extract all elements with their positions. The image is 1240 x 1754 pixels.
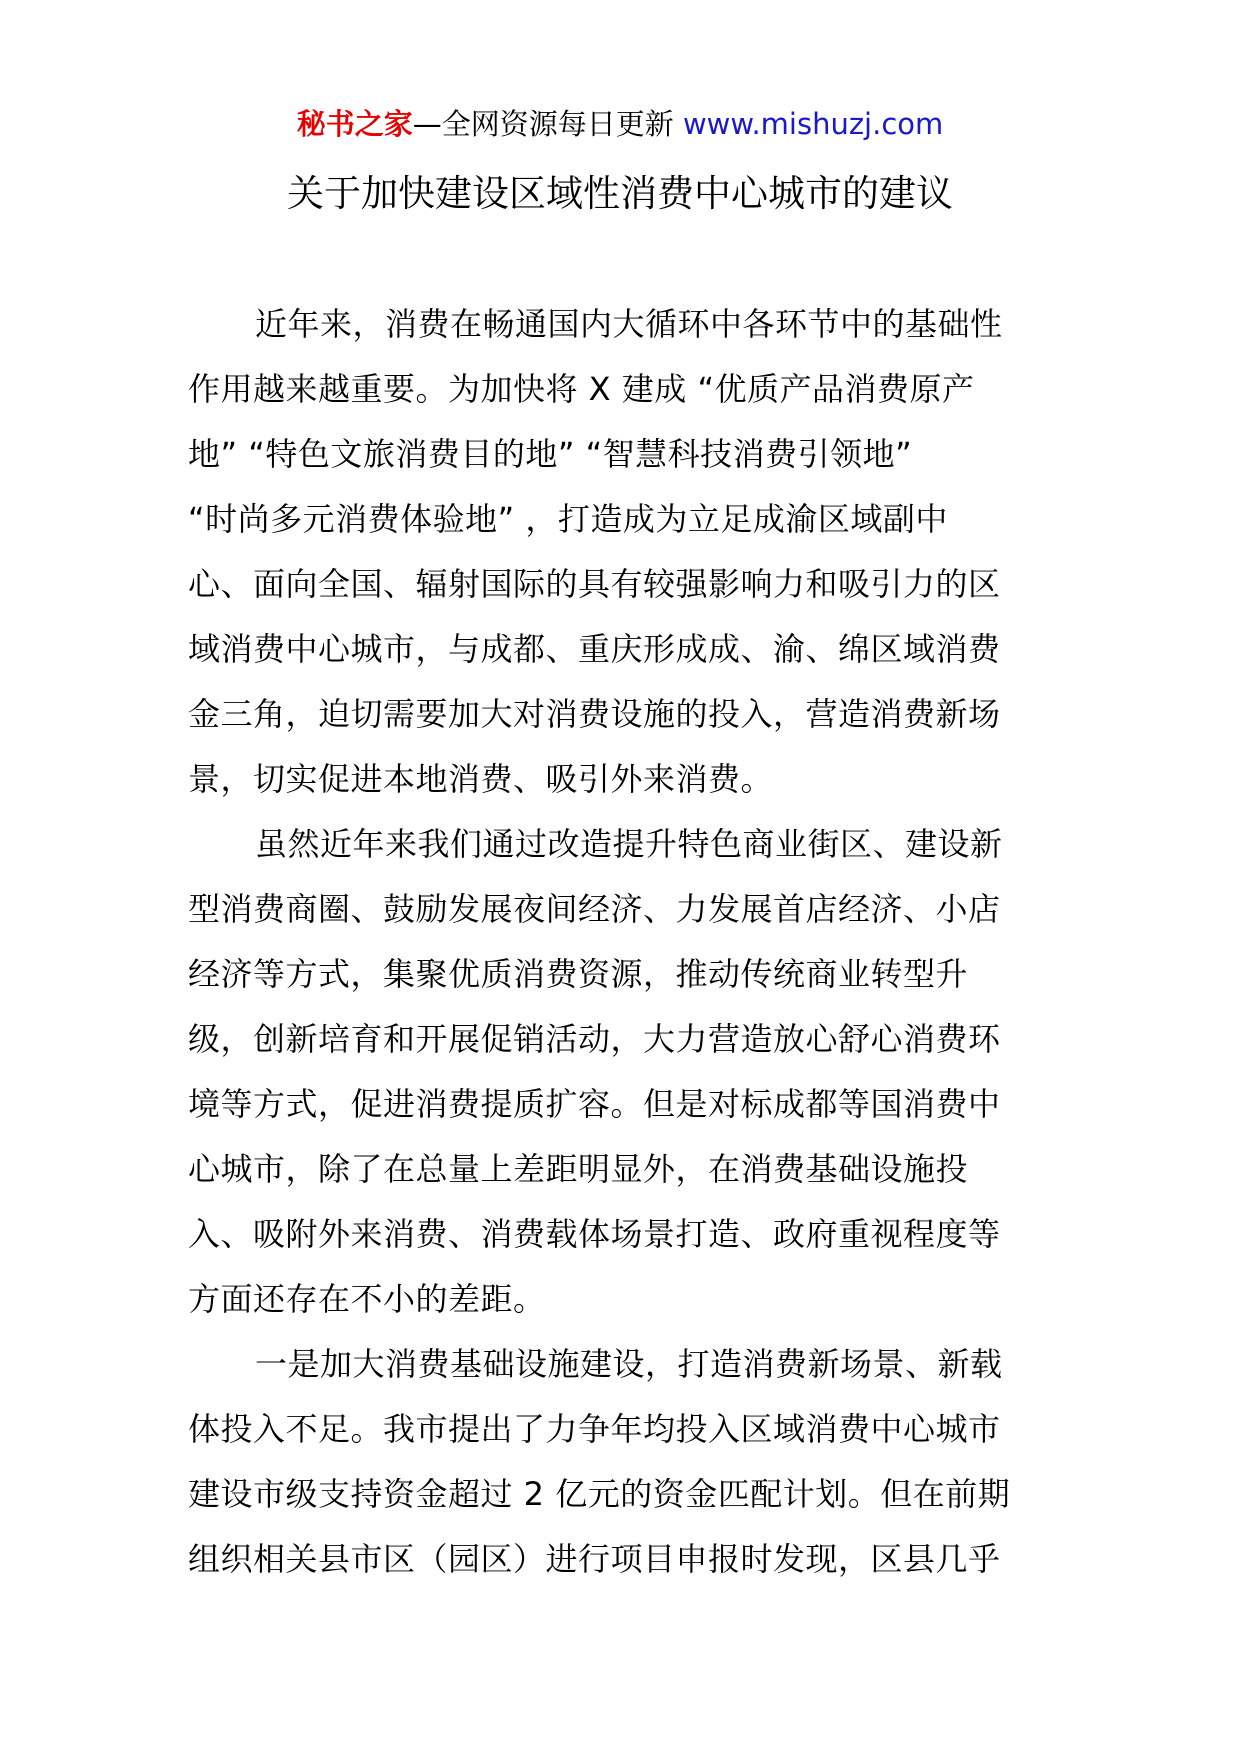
body-line: 景，切实促进本地消费、吸引外来消费。 xyxy=(188,760,774,798)
body-line: 型消费商圈、鼓励发展夜间经济、力发展首店经济、小店 xyxy=(188,890,1001,928)
body-line: “时尚多元消费体验地” ，打造成为立足成渝区域副中 xyxy=(188,500,948,538)
document-body xyxy=(188,292,1064,1592)
body-line: 心城市，除了在总量上差距明显外，在消费基础设施投 xyxy=(188,1150,969,1188)
document-title: 关于加快建设区域性消费中心城市的建议 xyxy=(287,172,953,215)
brand-name: 秘书之家 xyxy=(296,107,413,141)
header-tagline: —全网资源每日更新 xyxy=(412,107,674,141)
body-line: 境等方式，促进消费提质扩容。但是对标成都等国消费中 xyxy=(188,1085,1001,1123)
site-header xyxy=(0,102,1240,146)
body-line: 入、吸附外来消费、消费载体场景打造、政府重视程度等 xyxy=(188,1215,1001,1253)
body-line: 组织相关县市区（园区）进行项目申报时发现，区县几乎 xyxy=(188,1540,1001,1578)
body-line: 近年来，消费在畅通国内大循环中各环节中的基础性 xyxy=(255,305,1003,343)
body-line: 地” “特色文旅消费目的地” “智慧科技消费引领地” xyxy=(188,435,913,473)
body-line: 虽然近年来我们通过改造提升特色商业街区、建设新 xyxy=(255,825,1003,863)
body-line: 心、面向全国、辐射国际的具有较强影响力和吸引力的区 xyxy=(188,565,1001,603)
body-line: 作用越来越重要。为加快将 X 建成 “优质产品消费原产 xyxy=(188,370,975,408)
body-line: 级，创新培育和开展促销活动，大力营造放心舒心消费环 xyxy=(188,1020,1001,1058)
body-line: 金三角，迫切需要加大对消费设施的投入，营造消费新场 xyxy=(188,695,1001,733)
body-line: 建设市级支持资金超过 2 亿元的资金匹配计划。但在前期 xyxy=(188,1475,1011,1513)
body-line: 经济等方式，集聚优质消费资源，推动传统商业转型升 xyxy=(188,955,969,993)
site-url-link[interactable]: www.mishuzj.com xyxy=(682,107,944,141)
body-line: 体投入不足。我市提出了力争年均投入区域消费中心城市 xyxy=(188,1410,1001,1448)
body-line: 方面还存在不小的差距。 xyxy=(188,1280,546,1318)
body-line: 域消费中心城市，与成都、重庆形成成、渝、绵区域消费 xyxy=(188,630,1001,668)
body-line: 一是加大消费基础设施建设，打造消费新场景、新载 xyxy=(255,1345,1003,1383)
